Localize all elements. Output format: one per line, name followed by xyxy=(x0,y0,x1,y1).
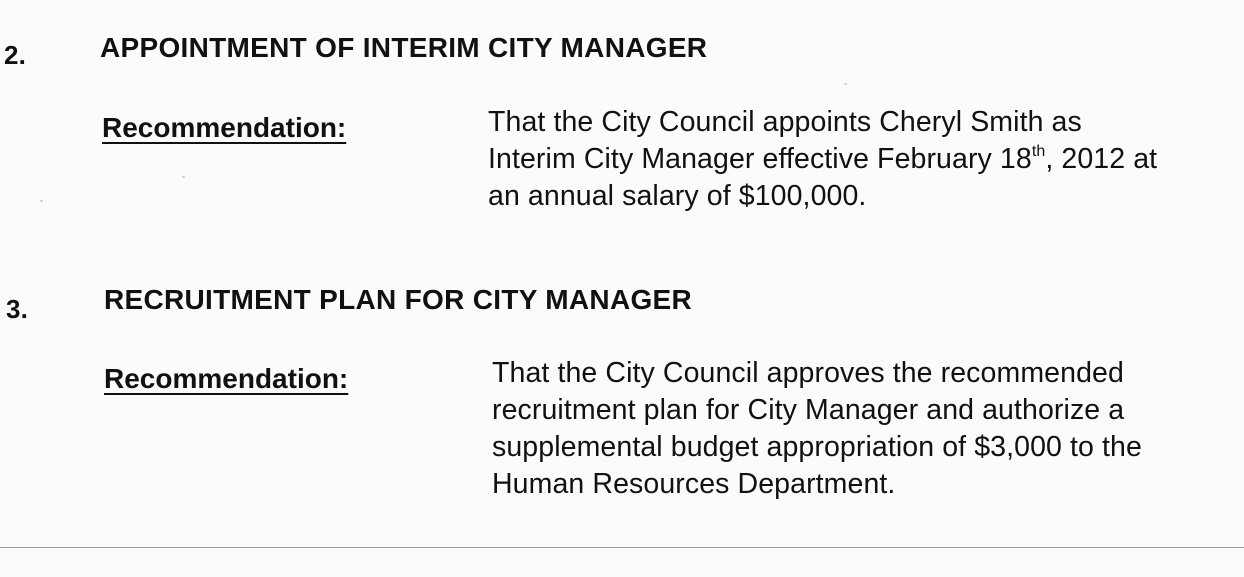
recommendation-text xyxy=(488,104,1157,215)
recommendation-line: Human Resources Department. xyxy=(492,468,896,500)
item-heading: RECRUITMENT PLAN FOR CITY MANAGER xyxy=(104,284,693,315)
recommendation-line-part: , 2012 at xyxy=(1045,143,1158,175)
page-divider-line xyxy=(0,547,1244,548)
recommendation-line-part: Interim City Manager effective February 18 xyxy=(488,143,1032,175)
item-number: 2. xyxy=(4,40,27,70)
recommendation-label: Recommendation: xyxy=(102,112,347,143)
ordinal-superscript: th xyxy=(1031,143,1046,160)
recommendation-label: Recommendation: xyxy=(104,363,349,394)
item-heading: APPOINTMENT OF INTERIM CITY MANAGER xyxy=(100,32,708,63)
recommendation-line xyxy=(488,141,1157,178)
scan-speck xyxy=(844,83,847,85)
recommendation-line: That the City Council appoints Cheryl Smith as xyxy=(488,106,1082,138)
scan-speck xyxy=(40,200,43,202)
recommendation-line: That the City Council approves the recommended xyxy=(492,357,1124,389)
recommendation-text xyxy=(492,355,1142,503)
recommendation-line: recruitment plan for City Manager and authorize a xyxy=(492,394,1125,426)
recommendation-line: an annual salary of $100,000. xyxy=(488,180,867,212)
recommendation-line: supplemental budget appropriation of $3,000 to the xyxy=(492,431,1142,463)
item-number: 3. xyxy=(6,294,29,324)
scan-speck xyxy=(182,176,185,178)
